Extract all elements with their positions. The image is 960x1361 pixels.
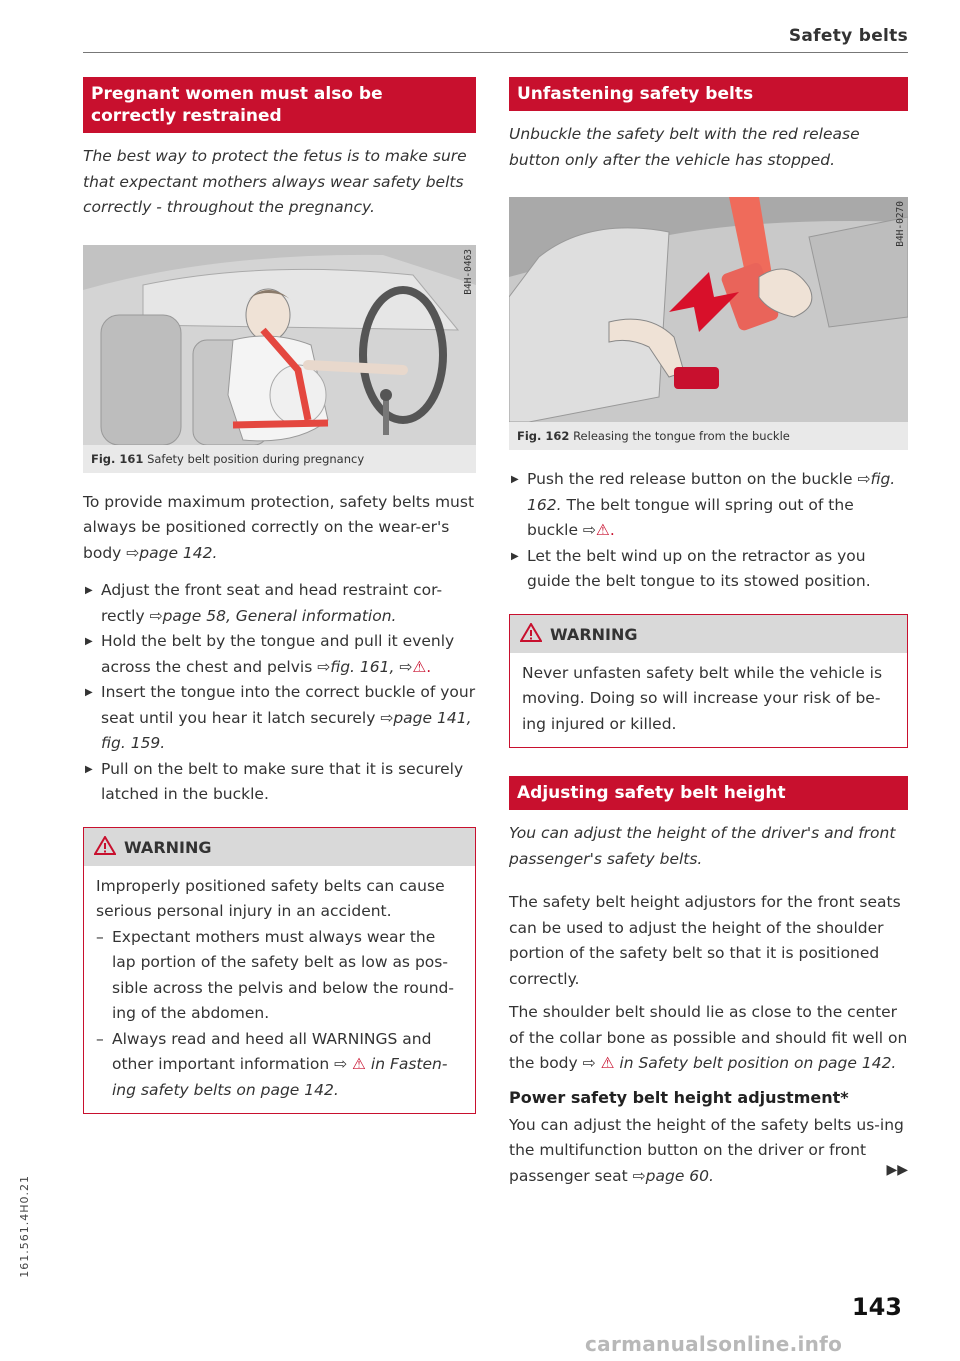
heading-unfastening: Unfastening safety belts: [509, 77, 908, 111]
list-item: [83, 757, 476, 808]
fig-162-link[interactable]: ⇨fig. 162.: [527, 470, 896, 514]
heading-pregnant-women: Pregnant women must also be correctly restrained: [83, 77, 476, 133]
step-text: Let the belt wind up on the retractor as you guide the belt tongue to its stowed position.: [527, 546, 871, 590]
continue-arrow-icon: ▶▶: [886, 1162, 908, 1178]
warning-box-pregnancy: [83, 827, 476, 1115]
figure-162: [509, 197, 908, 450]
list-item: [83, 629, 476, 680]
list-item: – Expectant mothers must always wear the lap portion of the safety belt as low as pos-sible across the pelvis and below the round-ing of the abdomen.: [96, 925, 463, 1027]
figure-161-caption-text: Safety belt position during pregnancy: [147, 451, 365, 466]
step-text: Pull on the belt to make sure that it is securely latched in the buckle.: [101, 759, 464, 803]
warning-body: [84, 866, 475, 1114]
figure-162-caption-text: Releasing the tongue from the buckle: [573, 429, 790, 443]
step-text: Adjust the front seat and head restraint cor-rectly: [101, 581, 443, 625]
list-item: [509, 544, 908, 595]
section-title: Safety belts: [788, 26, 908, 46]
intro-pregnant-women: The best way to protect the fetus is to make sure that expectant mothers always wear safety belts correctly - throughout the pregnancy.: [83, 147, 467, 216]
list-item: [83, 578, 476, 629]
page-60-link[interactable]: ⇨page 60.: [632, 1166, 714, 1185]
figure-161-illustration: [83, 245, 476, 445]
figure-162-illustration: [509, 197, 908, 422]
warning-triangle-icon[interactable]: ⚠.: [412, 657, 432, 676]
pregnant-driver-illustration: [83, 245, 476, 445]
header-rule: [83, 52, 908, 53]
bullet-arrow-icon: ▶: [85, 636, 93, 647]
protection-paragraph: [83, 490, 476, 567]
page-142-link[interactable]: ⇨page 142.: [126, 543, 218, 562]
warning-body: [510, 653, 907, 748]
step-text: Push the red release button on the buckle: [527, 470, 853, 488]
figure-161-caption: [83, 445, 476, 473]
warning-title: WARNING: [124, 837, 212, 857]
document-code: 161.561.4H0.21: [18, 1175, 31, 1278]
intro-adjusting-height: You can adjust the height of the driver's and front passenger's safety belts.: [509, 824, 896, 868]
height-adjustors-paragraph: The safety belt height adjustors for the front seats can be used to adjust the height of the shoulder portion of the safety belt so that it is positioned correctly.: [509, 893, 901, 988]
page-141-link[interactable]: ⇨page 141, fig. 159.: [101, 708, 472, 752]
page-number: 143: [851, 1293, 902, 1321]
bullet-arrow-icon: ▶: [85, 687, 93, 698]
warning-list: [96, 925, 463, 1104]
shoulder-belt-paragraph: [509, 1000, 908, 1077]
figure-162-code: B4H-0270: [895, 201, 906, 247]
list-item: [83, 680, 476, 757]
list-item: [509, 467, 908, 544]
bullet-arrow-icon: ▶: [511, 474, 519, 485]
power-height-subheading: Power safety belt height adjustment*: [509, 1087, 849, 1107]
heading-adjusting-height: Adjusting safety belt height: [509, 776, 908, 810]
left-column: [83, 77, 476, 1114]
bullet-arrow-icon: ▶: [85, 585, 93, 596]
warning-triangle-icon[interactable]: ⚠: [600, 1054, 615, 1072]
warning-text: Never unfasten safety belt while the vehicle is moving. Doing so will increase your risk of be-ing injured or killed.: [522, 663, 883, 733]
warning-triangle-icon[interactable]: ⚠: [352, 1055, 366, 1073]
warning-title: WARNING: [550, 624, 638, 644]
warning-item-text: Always read and heed all WARNINGS and other important information ⇨: [112, 1029, 432, 1073]
fastening-safety-belts-link[interactable]: in Fasten-ing safety belts on page 142.: [112, 1055, 448, 1099]
warning-header: [510, 615, 907, 653]
step-text: Insert the tongue into the correct buckle of your seat until you hear it latch securely: [101, 683, 476, 727]
warning-triangle-icon: [520, 623, 542, 648]
warning-triangle-icon[interactable]: ⚠.: [595, 521, 615, 539]
list-item: [96, 1027, 463, 1104]
buckle-release-illustration: [509, 197, 908, 422]
bullet-arrow-icon: ▶: [511, 550, 519, 562]
right-column: [509, 77, 908, 1189]
pregnancy-steps-list: [83, 578, 476, 808]
watermark: carmanualsonline.info: [585, 1332, 843, 1356]
fig-161-link[interactable]: ⇨fig. 161, ⇨: [317, 657, 413, 676]
safety-belt-position-link[interactable]: in Safety belt position on page 142.: [619, 1054, 897, 1072]
figure-161-label: Fig. 161: [91, 451, 144, 466]
bullet-arrow-icon: ▶: [85, 763, 93, 775]
intro-unfastening: Unbuckle the safety belt with the red release button only after the vehicle has stopped.: [509, 125, 860, 169]
warning-box-unfastening: [509, 614, 908, 749]
unfastening-steps-list: [509, 467, 908, 595]
warning-lead: Improperly positioned safety belts can cause serious personal injury in an accident.: [96, 876, 445, 920]
figure-162-label: Fig. 162: [517, 429, 570, 443]
figure-162-caption: [509, 422, 908, 450]
step-text-continued: The belt tongue will spring out of the buckle ⇨: [527, 495, 854, 539]
protection-paragraph-text: To provide maximum protection, safety belts must always be positioned correctly on the wear-er's body: [83, 492, 475, 562]
page-58-link[interactable]: ⇨page 58, General information.: [149, 606, 397, 625]
warning-header: [84, 828, 475, 866]
step-text: Hold the belt by the tongue and pull it evenly across the chest and pelvis: [101, 632, 455, 676]
power-height-text: You can adjust the height of the safety belts us-ing the multifunction button on the driver or front passenger seat: [509, 1115, 904, 1185]
warning-triangle-icon: [94, 836, 116, 861]
shoulder-belt-text: The shoulder belt should lie as close to the center of the collar bone as possible and should fit well on the body ⇨: [509, 1003, 908, 1072]
power-height-paragraph: [509, 1113, 908, 1190]
figure-161: [83, 245, 476, 473]
figure-161-code: B4H-0463: [463, 248, 474, 295]
